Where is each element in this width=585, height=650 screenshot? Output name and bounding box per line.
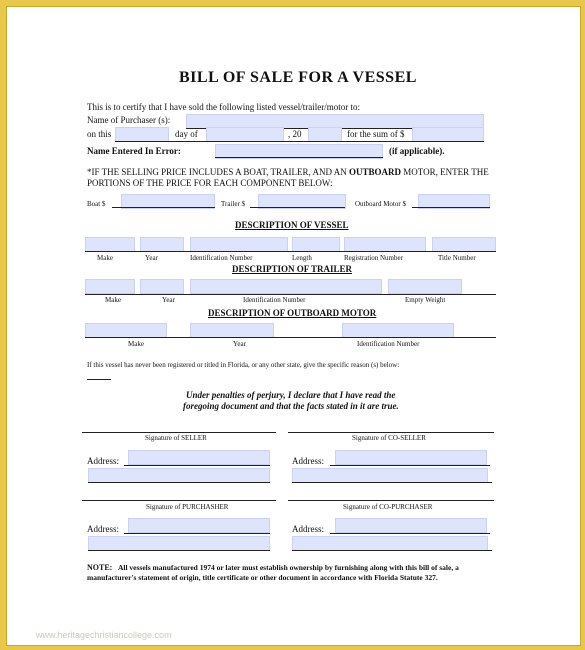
on-this-label: on this	[87, 129, 112, 139]
motor-id-field[interactable]	[342, 323, 454, 338]
if-applicable-label: (if applicable).	[389, 146, 445, 156]
co-seller-address-line1-field[interactable]	[335, 450, 487, 465]
vessel-year-caption: Year	[145, 254, 158, 262]
co-seller-signature-caption: Signature of CO-SELLER	[352, 434, 426, 442]
co-purchaser-signature-line	[288, 500, 494, 501]
vessel-registration-caption: Registration Number	[344, 254, 403, 262]
seller-signature-caption: Signature of SELLER	[145, 434, 207, 442]
co-seller-address-line2-underline	[292, 482, 492, 483]
month-field[interactable]	[206, 127, 284, 142]
vessel-length-caption: Length	[292, 254, 312, 262]
co-purchaser-address-line1-field[interactable]	[335, 518, 487, 533]
selling-note-line1: *IF THE SELLING PRICE INCLUDES A BOAT, TRAILER, AND AN OUTBOARD MOTOR, ENTER THE	[87, 167, 489, 177]
vessel-id-field[interactable]	[190, 237, 288, 252]
seller-address-line2-field[interactable]	[88, 468, 270, 483]
motor-make-caption: Make	[128, 340, 144, 348]
day-field[interactable]	[115, 127, 169, 142]
trailer-weight-caption: Empty Weight	[405, 296, 446, 304]
seller-address-line1-underline	[124, 465, 270, 466]
trailer-make-field[interactable]	[85, 279, 135, 294]
trailer-year-caption: Year	[162, 296, 175, 304]
co-purchaser-address-line2-field[interactable]	[292, 536, 488, 551]
year-prefix-label: , 20	[288, 129, 302, 139]
co-seller-address-label: Address:	[292, 456, 324, 466]
sum-of-label: for the sum of $	[347, 129, 405, 139]
vessel-id-caption: Identification Number	[190, 254, 253, 262]
vessel-underline	[85, 251, 496, 252]
co-seller-address-line1-underline	[330, 465, 490, 466]
reason-underline	[87, 379, 111, 380]
co-seller-address-line2-field[interactable]	[292, 468, 488, 483]
purchaser-signature-caption: Signature of PURCHASHER	[146, 503, 229, 511]
vessel-year-field[interactable]	[140, 237, 184, 252]
date-sum-underline	[115, 141, 484, 142]
watermark-text: www.heritagechristiancollege.com	[36, 630, 172, 640]
trailer-price-underline	[250, 207, 345, 208]
outboard-price-label: Outboard Motor $	[355, 200, 406, 208]
selling-note-line2: PORTIONS OF THE PRICE FOR EACH COMPONENT BELOW:	[87, 178, 333, 188]
motor-section-header: DESCRIPTION OF OUTBOARD MOTOR	[208, 308, 377, 318]
perjury-line2: foregoing document and that the facts stated in it are true.	[183, 401, 399, 411]
vessel-title-field[interactable]	[432, 237, 496, 252]
purchaser-signature-line	[82, 500, 276, 501]
day-of-label: day of	[175, 129, 198, 139]
boat-price-label: Boat $	[87, 200, 106, 208]
vessel-registration-field[interactable]	[344, 237, 426, 252]
vessel-section-header: DESCRIPTION OF VESSEL	[235, 220, 349, 230]
document-title: BILL OF SALE FOR A VESSEL	[179, 69, 417, 86]
error-underline	[215, 157, 383, 158]
vessel-length-field[interactable]	[292, 237, 340, 252]
purchaser-address-label: Address:	[87, 524, 119, 534]
vessel-title-caption: Title Number	[438, 254, 476, 262]
perjury-line1: Under penalties of perjury, I declare that I have read the	[186, 390, 396, 400]
co-purchaser-signature-caption: Signature of CO-PURCHASER	[343, 503, 433, 511]
co-purchaser-address-line2-underline	[292, 550, 492, 551]
trailer-make-caption: Make	[105, 296, 121, 304]
motor-underline	[85, 337, 496, 338]
trailer-id-field[interactable]	[190, 279, 382, 294]
seller-signature-line	[82, 432, 276, 433]
sum-field[interactable]	[412, 127, 484, 142]
note-line2: manufacturer's statement of origin, title certificate or other document in accordance with Florida Statute 327.	[87, 573, 438, 582]
intro-text: This is to certify that I have sold the following listed vessel/trailer/motor to:	[87, 102, 360, 112]
purchaser-label: Name of Purchaser (s):	[87, 115, 171, 125]
trailer-year-field[interactable]	[140, 279, 184, 294]
year-field[interactable]	[308, 127, 342, 142]
trailer-section-header: DESCRIPTION OF TRAILER	[232, 264, 353, 274]
motor-make-field[interactable]	[85, 323, 167, 338]
vessel-make-field[interactable]	[85, 237, 135, 252]
boat-price-underline	[112, 207, 215, 208]
motor-id-caption: Identification Number	[357, 340, 420, 348]
purchaser-address-line2-field[interactable]	[88, 536, 270, 551]
outboard-price-underline	[412, 207, 490, 208]
purchaser-address-line1-underline	[124, 533, 270, 534]
co-purchaser-address-line1-underline	[330, 533, 490, 534]
motor-year-caption: Year	[233, 340, 246, 348]
seller-address-label: Address:	[87, 456, 119, 466]
trailer-price-label: Trailer $	[221, 200, 246, 208]
trailer-id-caption: Identification Number	[243, 296, 306, 304]
purchaser-address-line1-field[interactable]	[128, 518, 270, 533]
co-seller-signature-line	[288, 432, 494, 433]
trailer-weight-field[interactable]	[388, 279, 462, 294]
seller-address-line2-underline	[88, 482, 270, 483]
motor-year-field[interactable]	[190, 323, 274, 338]
vessel-make-caption: Make	[97, 254, 113, 262]
not-registered-text: If this vessel has never been registered or titled in Florida, or any other state, give the specific reason (s) below:	[87, 361, 400, 369]
co-purchaser-address-label: Address:	[292, 524, 324, 534]
error-label: Name Entered In Error:	[87, 146, 181, 156]
seller-address-line1-field[interactable]	[128, 450, 270, 465]
trailer-underline	[85, 294, 496, 295]
purchaser-address-line2-underline	[88, 550, 270, 551]
note-line1: NOTE: All vessels manufactured 1974 or later must establish ownership by furnishing along with this bill of sale, a	[87, 563, 459, 572]
